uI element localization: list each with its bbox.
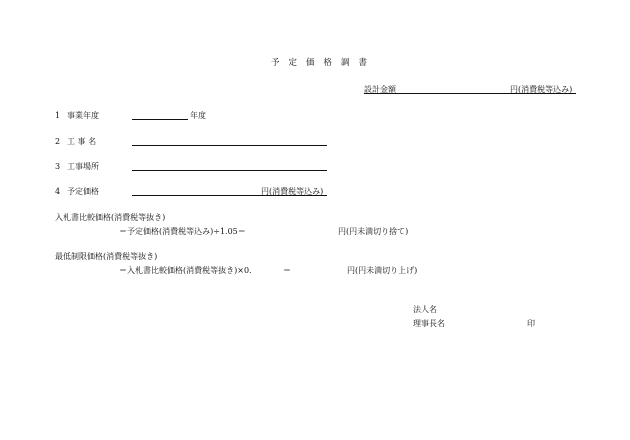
planned-price-unit: 円(消費税等込み) (261, 187, 324, 196)
project-name-line (132, 145, 327, 146)
corporation-name-label: 法人名 (413, 305, 437, 314)
item-number-1: 1 (55, 111, 61, 120)
min-limit-unit: 円(円未満切り上げ) (347, 266, 418, 275)
item-number-4: 4 (55, 187, 61, 196)
design-amount-label: 設計金額 (364, 85, 396, 94)
fiscal-year-suffix: 年度 (190, 111, 206, 120)
min-limit-formula: ＝入札書比較価格(消費税等抜き)×0. (119, 266, 252, 275)
item-number-2: 2 (55, 137, 61, 146)
item-label-fiscal-year: 事業年度 (67, 111, 99, 120)
bid-comparison-formula: ＝予定価格(消費税等込み)÷1.05＝ (119, 227, 246, 236)
item-label-planned-price: 予定価格 (67, 187, 99, 196)
director-name-label: 理事長名 (413, 319, 445, 328)
seal-mark: 印 (527, 319, 535, 328)
min-limit-heading: 最低制限価格(消費税等抜き) (55, 252, 158, 261)
bid-comparison-heading: 入札書比較価格(消費税等抜き) (55, 213, 166, 222)
bid-comparison-unit: 円(円未満切り捨て) (338, 227, 409, 236)
item-label-project-location: 工事場所 (67, 162, 99, 171)
page-title: 予定価格調書 (271, 58, 377, 68)
fiscal-year-line (132, 119, 188, 120)
item-number-3: 3 (55, 162, 61, 171)
item-label-project-name: 工 事 名 (67, 137, 97, 146)
design-amount-unit: 円(消費税等込み) (510, 85, 573, 94)
min-limit-equals: ＝ (283, 266, 291, 275)
project-location-line (132, 170, 327, 171)
